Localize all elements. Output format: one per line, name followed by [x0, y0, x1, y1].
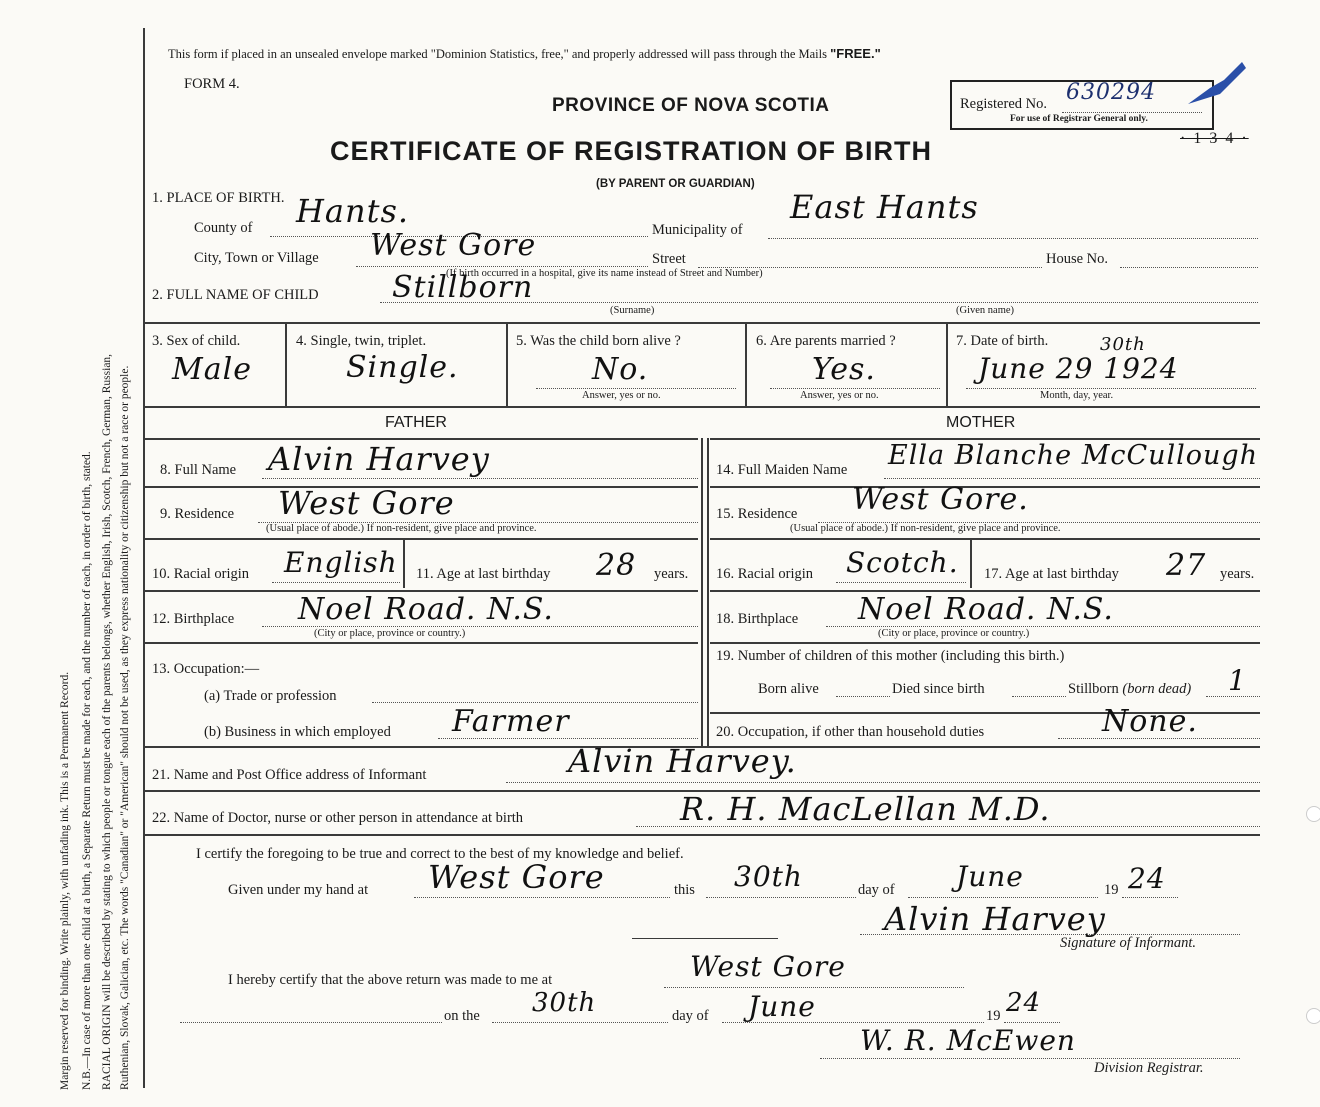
children-count-label: 19. Number of children of this mother (including this birth.) — [716, 648, 1065, 664]
registrar-place-value: West Gore — [690, 950, 846, 983]
born-alive-count-label: Born alive — [758, 681, 819, 697]
plurality-label: 4. Single, twin, triplet. — [296, 333, 427, 349]
margin-note-multiple-births: N.B.—In case of more than one child at a birth, a Separate Return must be made for each, and the number of each, in order of birth, stated. — [81, 451, 93, 1090]
municipality-value: East Hants — [790, 188, 979, 226]
died-since-birth-label: Died since birth — [892, 681, 985, 697]
county-value: Hants. — [296, 192, 410, 230]
informant-signature: Alvin Harvey — [884, 900, 1106, 938]
born-alive-label: 5. Was the child born alive ? — [516, 333, 681, 349]
form-left-border — [143, 28, 145, 1088]
division-registrar-label: Division Registrar. — [1094, 1060, 1204, 1076]
separator-line — [632, 938, 778, 939]
margin-note-racial-origin: RACIAL ORIGIN will be described by stating to which people or tongue each of the parents belongs, whether English, Irish, Scotch, French, German, Russian, — [101, 353, 113, 1090]
house-number-label: House No. — [1046, 251, 1109, 267]
date-of-birth-value: June 29 1924 — [978, 352, 1179, 385]
father-heading: FATHER — [385, 414, 447, 431]
municipality-label: Municipality of — [652, 222, 743, 238]
postal-notice: This form if placed in an unsealed envelope marked "Dominion Statistics, free," and properly addressed will pass through the Mails "FREE." — [168, 46, 881, 61]
registrar-statement: I hereby certify that the above return was made to me at — [228, 972, 553, 988]
binding-hole — [1306, 806, 1320, 822]
registrar-day-of-label: day of — [672, 1008, 709, 1024]
mother-abode-note: (Usual place of abode.) If non-resident, give place and province. — [790, 523, 1061, 534]
mother-occupation-value: None. — [1102, 704, 1198, 739]
trade-label: (a) Trade or profession — [204, 688, 337, 704]
mother-age-label: 17. Age at last birthday — [984, 566, 1119, 582]
parents-married-note: Answer, yes or no. — [800, 390, 879, 401]
mother-racial-label: 16. Racial origin — [716, 566, 814, 582]
street-label: Street — [652, 251, 686, 267]
father-racial-label: 10. Racial origin — [152, 566, 250, 582]
stillborn-count-value: 1 — [1228, 664, 1247, 697]
registered-label: Registered No. — [960, 96, 1047, 112]
informant-value: Alvin Harvey. — [568, 742, 797, 780]
parents-married-value: Yes. — [812, 352, 876, 387]
mother-residence-value: West Gore. — [852, 482, 1029, 517]
mother-name-label: 14. Full Maiden Name — [716, 462, 848, 478]
business-label: (b) Business in which employed — [204, 724, 391, 740]
father-birthplace-note: (City or place, province or country.) — [314, 628, 466, 639]
blue-ink-mark-icon — [1180, 54, 1250, 114]
certification-statement: I certify the foregoing to be true and correct to the best of my knowledge and belief. — [196, 846, 684, 862]
binding-hole — [1306, 1008, 1320, 1024]
place-of-birth-label: 1. PLACE OF BIRTH. — [152, 190, 285, 206]
struck-code: · 1 3 4 · — [1180, 130, 1249, 147]
given-day-value: 30th — [734, 860, 803, 893]
father-occupation-label: 13. Occupation:— — [152, 661, 260, 677]
certificate-subtitle: (BY PARENT OR GUARDIAN) — [596, 178, 755, 190]
city-value: West Gore — [370, 228, 537, 263]
date-of-birth-correction: 30th — [1100, 334, 1146, 355]
province-heading: PROVINCE OF NOVA SCOTIA — [552, 95, 830, 116]
father-birthplace-label: 12. Birthplace — [152, 611, 235, 627]
certificate-title: CERTIFICATE OF REGISTRATION OF BIRTH — [330, 136, 932, 166]
registrar-note: For use of Registrar General only. — [1010, 114, 1148, 124]
mother-years-label: years. — [1220, 566, 1255, 582]
registrar-month-value: June — [748, 990, 816, 1023]
child-name-label: 2. FULL NAME OF CHILD — [152, 287, 319, 303]
registrar-day-value: 30th — [532, 988, 597, 1018]
father-name-label: 8. Full Name — [160, 462, 237, 478]
father-years-label: years. — [654, 566, 689, 582]
mother-birthplace-note: (City or place, province or country.) — [878, 628, 1030, 639]
attendant-value: R. H. MacLellan M.D. — [680, 790, 1051, 828]
given-month-value: June — [956, 860, 1024, 893]
father-birthplace-value: Noel Road. N.S. — [298, 592, 554, 627]
this-label: this — [674, 882, 695, 898]
child-name-value: Stillborn — [392, 270, 534, 305]
mother-name-value: Ella Blanche McCullough — [888, 440, 1259, 471]
city-label: City, Town or Village — [194, 250, 319, 266]
mother-birthplace-value: Noel Road. N.S. — [858, 592, 1114, 627]
born-alive-value: No. — [592, 352, 649, 387]
born-alive-note: Answer, yes or no. — [582, 390, 661, 401]
mother-birthplace-label: 18. Birthplace — [716, 611, 799, 627]
registrar-signature: W. R. McEwen — [860, 1024, 1076, 1057]
given-name-note: (Given name) — [956, 305, 1015, 316]
county-label: County of — [194, 220, 253, 236]
day-of-label: day of — [858, 882, 895, 898]
sex-label: 3. Sex of child. — [152, 333, 241, 349]
father-name-value: Alvin Harvey — [268, 440, 490, 478]
date-of-birth-note: Month, day, year. — [1040, 390, 1114, 401]
attendant-label: 22. Name of Doctor, nurse or other person in attendance at birth — [152, 810, 524, 826]
father-abode-note: (Usual place of abode.) If non-resident, give place and province. — [266, 523, 537, 534]
father-age-value: 28 — [596, 548, 637, 583]
date-of-birth-label: 7. Date of birth. — [956, 333, 1049, 349]
mother-heading: MOTHER — [946, 414, 1016, 431]
margin-note-racial-origin-cont: Ruthenian, Slovak, Galician, etc. The words "Canadian" or "American" should not be used, as they express nationality or citizenship but not a race or people. — [119, 365, 131, 1090]
parents-married-label: 6. Are parents married ? — [756, 333, 896, 349]
given-year-prefix: 19 — [1104, 882, 1119, 898]
given-under-hand-label: Given under my hand at — [228, 882, 369, 898]
mother-racial-value: Scotch. — [846, 546, 959, 579]
business-value: Farmer — [452, 704, 570, 739]
given-year-value: 24 — [1128, 862, 1166, 895]
margin-note-binding: Margin reserved for binding. Write plainly, with unfading ink. This is a Permanent Record. — [59, 671, 71, 1090]
mother-age-value: 27 — [1166, 548, 1207, 583]
mother-residence-label: 15. Residence — [716, 506, 798, 522]
sex-value: Male — [172, 352, 252, 387]
mother-occupation-label: 20. Occupation, if other than household duties — [716, 724, 985, 740]
stillborn-count-label: Stillborn (born dead) — [1068, 681, 1192, 697]
on-the-label: on the — [444, 1008, 480, 1024]
registrar-year-prefix: 19 — [986, 1008, 1001, 1024]
father-residence-value: West Gore — [278, 484, 455, 522]
given-place-value: West Gore — [428, 858, 605, 896]
hospital-note: (If birth occurred in a hospital, give its name instead of Street and Number) — [446, 268, 763, 279]
registered-number-value: 630294 — [1066, 80, 1156, 105]
surname-note: (Surname) — [610, 305, 655, 316]
informant-signature-label: Signature of Informant. — [1060, 935, 1197, 951]
father-age-label: 11. Age at last birthday — [416, 566, 551, 582]
plurality-value: Single. — [346, 350, 459, 385]
form-number: FORM 4. — [184, 76, 240, 92]
informant-label: 21. Name and Post Office address of Informant — [152, 767, 427, 783]
father-racial-value: English — [284, 546, 398, 579]
registrar-year-value: 24 — [1006, 988, 1042, 1018]
father-residence-label: 9. Residence — [160, 506, 235, 522]
